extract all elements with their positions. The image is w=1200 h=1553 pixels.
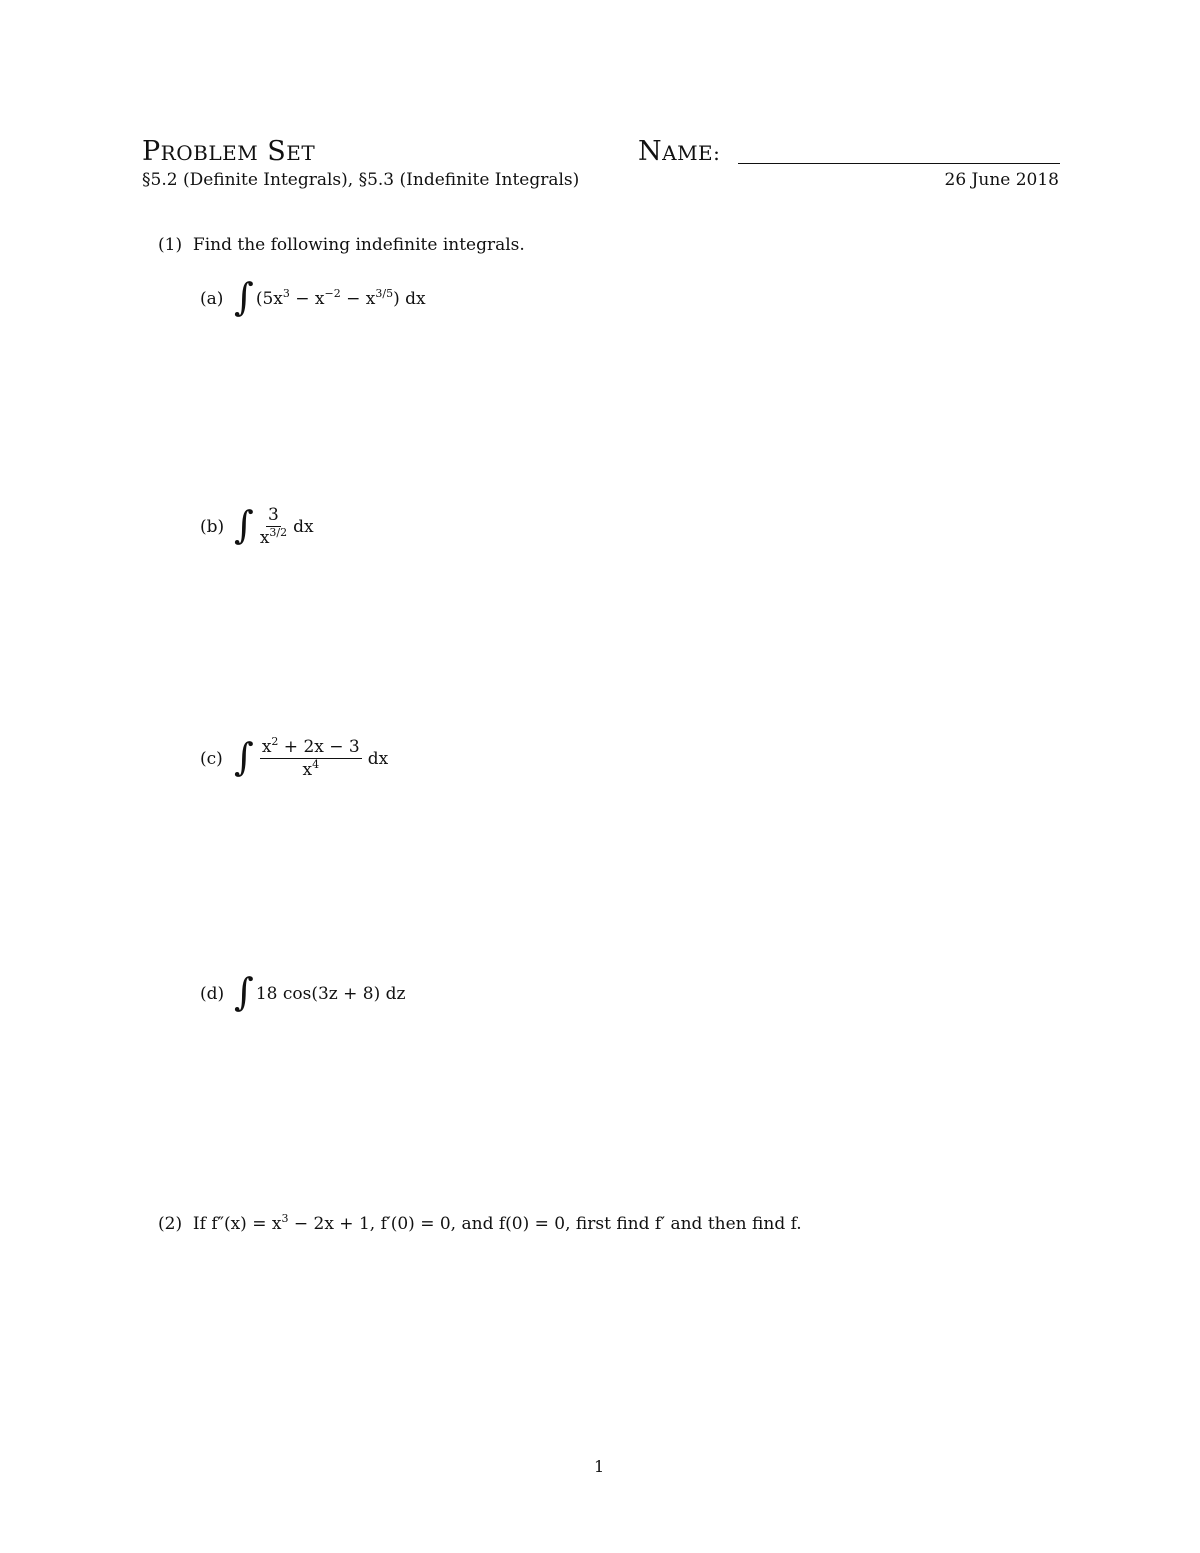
integral-sign: ∫ — [234, 502, 254, 547]
problem-1b-label: (b) — [200, 516, 225, 537]
name-blank-line[interactable] — [738, 163, 1060, 164]
problem-1-number: (1) — [158, 235, 183, 255]
problem-1-prompt: Find the following indefinite integrals. — [192, 235, 525, 255]
problem-1c-fraction: $\frac{x^2 + 2x - 3}{x^4}$ — [261, 735, 360, 780]
page-title: PROBLEM SET — [142, 136, 316, 167]
problem-1 — [158, 235, 525, 255]
problem-1b — [200, 502, 314, 548]
problem-1b-fraction: $\frac{3}{x^{3/2}}$ — [259, 505, 288, 548]
date: 26 June 2018 — [944, 170, 1059, 190]
name-label: NAME: — [638, 136, 721, 167]
integral-sign: ∫ — [234, 970, 254, 1014]
integral-sign: ∫ — [234, 275, 254, 319]
problem-1a-label: (a) — [200, 289, 224, 309]
problem-1c-dx: dx — [367, 748, 389, 769]
problem-1a-expression: $(5x^3 - x^{-2} - x^{3/5})$ dx — [255, 287, 426, 309]
integral-sign: ∫ — [234, 734, 254, 779]
problem-1d-expression: 18 cos(3z + 8) dz — [255, 984, 406, 1004]
page-number: 1 — [594, 1457, 605, 1476]
problem-1d — [200, 970, 406, 1014]
subtitle: §5.2 (Definite Integrals), §5.3 (Indefinite Integrals) — [142, 170, 580, 190]
problem-1c-label: (c) — [200, 748, 223, 769]
problem-1c — [200, 734, 389, 780]
problem-2 — [158, 1214, 802, 1234]
problem-2-text: If $f''(x) = x^3 - 2x + 1$, f′(0) = 0, and f(0) = 0, first find f′ and then find f. — [192, 1212, 802, 1234]
problem-2-number: (2) — [158, 1214, 183, 1234]
problem-1a — [200, 275, 426, 319]
problem-1d-label: (d) — [200, 984, 225, 1004]
problem-1b-dx: dx — [293, 516, 314, 537]
